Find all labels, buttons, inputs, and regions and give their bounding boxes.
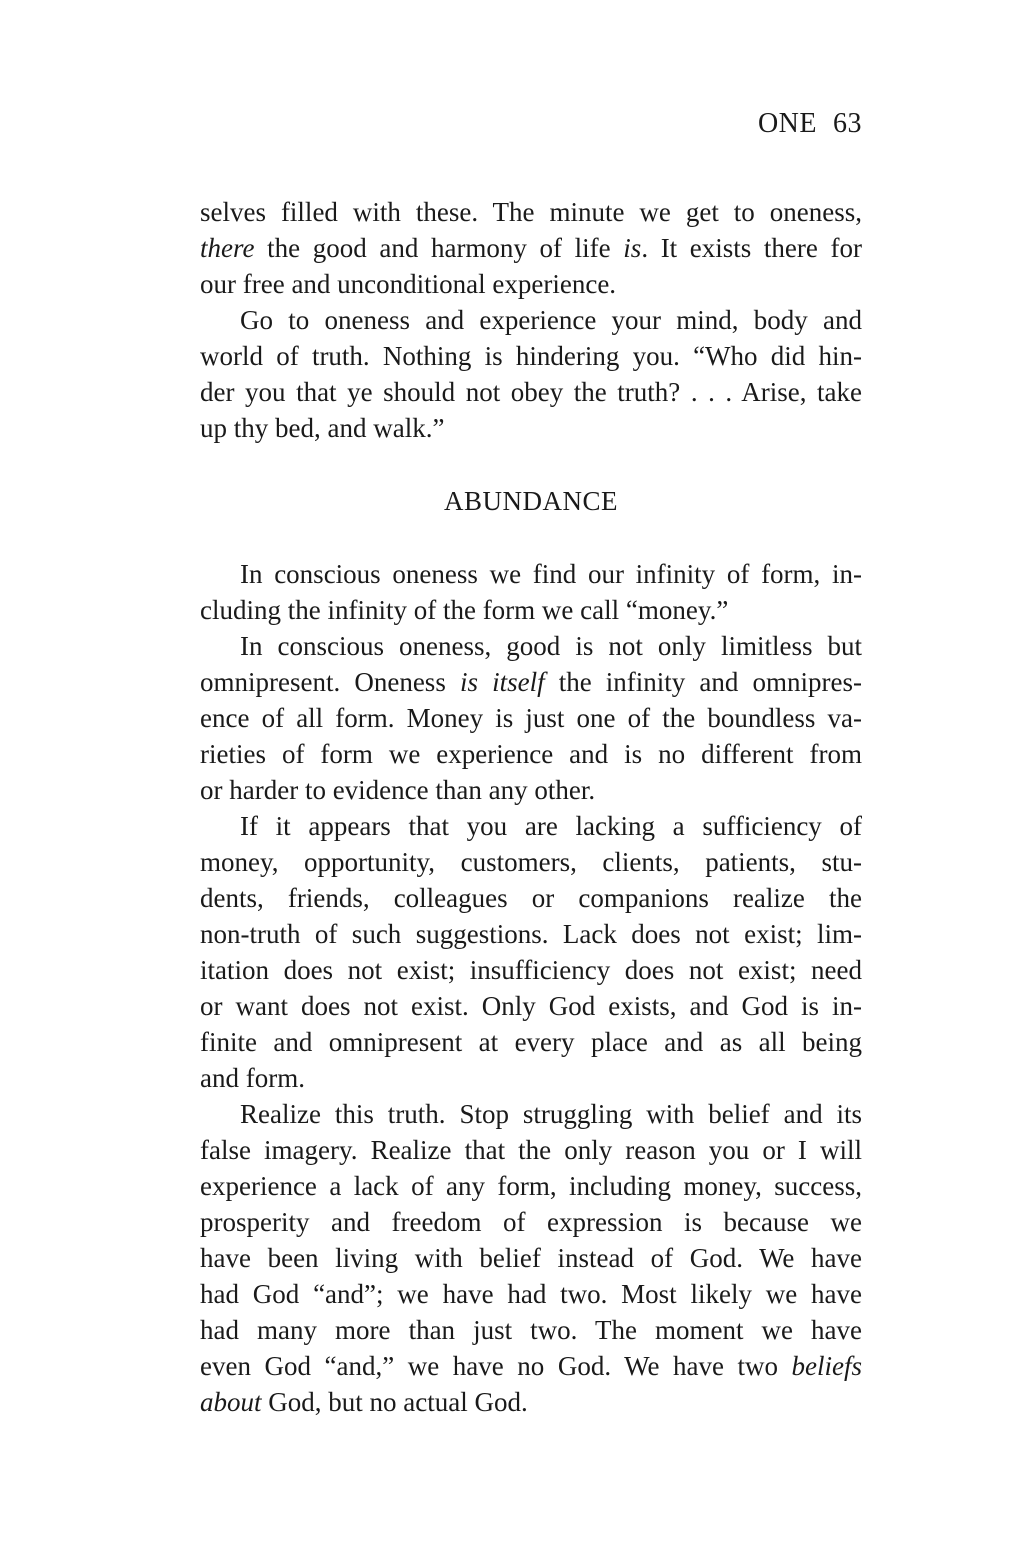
italic-text: about (200, 1387, 262, 1417)
body-text-block-2 (200, 556, 862, 1420)
text-run: cluding the infinity of the form we call “money.” (200, 595, 729, 625)
text-run: had God “and”; we have had two. Most likely we have (200, 1279, 862, 1309)
text-line (200, 1384, 862, 1420)
text-run: even God “and,” we have no God. We have two (200, 1351, 792, 1381)
text-line (200, 230, 862, 266)
italic-text: is itself (459, 667, 545, 697)
text-line (200, 1312, 862, 1348)
italic-text: beliefs (791, 1351, 862, 1381)
text-line (200, 916, 862, 952)
text-line (200, 194, 862, 230)
text-line (200, 1132, 862, 1168)
text-run: Realize this truth. Stop struggling with belief and its (240, 1099, 862, 1129)
text-run: If it appears that you are lacking a sufficiency of (240, 811, 862, 841)
text-run: . It exists there for (641, 233, 863, 263)
text-line (200, 736, 862, 772)
text-run: itation does not exist; insufficiency does not exist; need (200, 955, 862, 985)
text-line (200, 374, 862, 410)
text-line (200, 556, 862, 592)
text-line (200, 266, 862, 302)
text-run: ence of all form. Money is just one of the boundless va- (200, 703, 862, 733)
text-line (200, 338, 862, 374)
text-run: experience a lack of any form, including money, success, (200, 1171, 862, 1201)
running-head (200, 104, 862, 144)
text-run: der you that ye should not obey the truth? . . . Arise, take (200, 377, 862, 407)
text-line (200, 628, 862, 664)
text-run: have been living with belief instead of God. We have (200, 1243, 862, 1273)
text-run: money, opportunity, customers, clients, patients, stu- (200, 847, 862, 877)
text-run: God, but no actual God. (261, 1387, 528, 1417)
text-line (200, 410, 862, 446)
text-run: had many more than just two. The moment we have (200, 1315, 862, 1345)
running-head-section: ONE (757, 108, 817, 139)
text-line (200, 1168, 862, 1204)
text-line (200, 988, 862, 1024)
text-line (200, 664, 862, 700)
text-run: up thy bed, and walk.” (200, 413, 445, 443)
text-run: our free and unconditional experience. (200, 269, 617, 299)
italic-text: there (200, 233, 255, 263)
text-line (200, 808, 862, 844)
text-run: In conscious oneness we find our infinity of form, in- (240, 559, 862, 589)
text-line (200, 1024, 862, 1060)
text-run: or want does not exist. Only God exists, and God is in- (200, 991, 862, 1021)
text-line (200, 1204, 862, 1240)
text-run: world of truth. Nothing is hindering you. “Who did hin- (200, 341, 862, 371)
text-run: rieties of form we experience and is no different from (200, 739, 862, 769)
text-run: prosperity and freedom of expression is because we (200, 1207, 862, 1237)
text-line (200, 1240, 862, 1276)
section-heading: ABUNDANCE (443, 486, 618, 516)
text-line (200, 592, 862, 628)
text-run: the infinity and omnipres- (544, 667, 862, 697)
body-text-block-1 (200, 194, 862, 446)
text-run: omnipresent. Oneness (200, 667, 460, 697)
text-run: false imagery. Realize that the only reason you or I will (200, 1135, 862, 1165)
text-line (200, 1096, 862, 1132)
text-run: Go to oneness and experience your mind, body and (240, 305, 862, 335)
text-line (200, 844, 862, 880)
text-run: In conscious oneness, good is not only limitless but (240, 631, 862, 661)
text-line (200, 302, 862, 338)
italic-text: is (623, 233, 642, 263)
text-line (200, 880, 862, 916)
text-line (200, 1348, 862, 1384)
text-line (200, 772, 862, 808)
text-line (200, 952, 862, 988)
text-run: finite and omnipresent at every place and as all being (200, 1027, 862, 1057)
text-line (200, 700, 862, 736)
text-run: and form. (200, 1063, 305, 1093)
text-run: non-truth of such suggestions. Lack does not exist; lim- (200, 919, 862, 949)
page-number: 63 (833, 108, 862, 139)
text-line (200, 1276, 862, 1312)
text-run: the good and harmony of life (254, 233, 624, 263)
text-run: or harder to evidence than any other. (200, 775, 596, 805)
text-run: selves filled with these. The minute we get to oneness, (200, 197, 862, 227)
text-line (200, 1060, 862, 1096)
text-run: dents, friends, colleagues or companions realize the (200, 883, 862, 913)
